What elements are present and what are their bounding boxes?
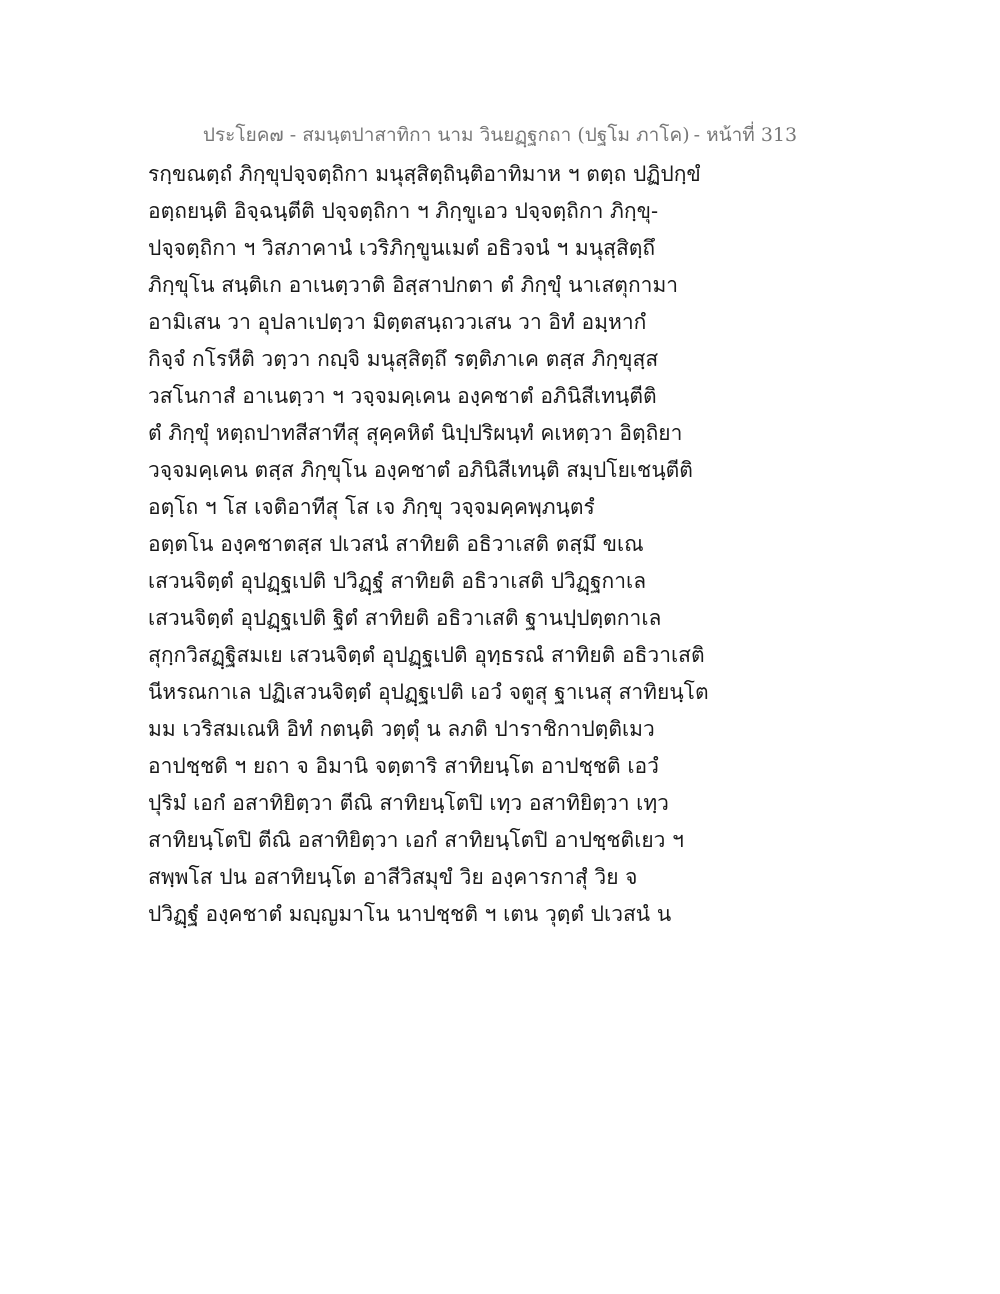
text-line: อามิเสน วา อุปลาเปตฺวา มิตฺตสนฺถววเสน วา อิทํ อมฺหากํ xyxy=(148,310,647,334)
text-line: อาปชฺชติ ฯ ยถา จ อิมานิ จตฺตาริ สาทิยนฺโต อาปชฺชติ เอวํ xyxy=(148,754,659,778)
text-line: สุกฺกวิสฏฺฐิสมเย เสวนจิตฺตํ อุปฏฺฐเปติ อุทฺธรณํ สาทิยติ อธิวาเสติ xyxy=(148,643,705,667)
text-line: รกฺขณตฺถํ ภิกฺขุปจฺจตฺถิกา มนุสฺสิตฺถินฺติอาทิมาห ฯ ตตฺถ ปฏิปกฺขํ xyxy=(148,162,701,186)
text-line: ปจฺจตฺถิกา ฯ วิสภาคานํ เวริภิกฺขูนเมตํ อธิวจนํ ฯ มนุสฺสิตฺถึ xyxy=(148,236,656,260)
text-line: วสโนกาสํ อาเนตฺวา ฯ วจฺจมคฺเคน องฺคชาตํ อภินิสีเทนฺตีติ xyxy=(148,384,657,408)
text-line: อตฺโถ ฯ โส เจติอาทีสุ โส เจ ภิกฺขุ วจฺจมคฺคพฺภนฺตรํ xyxy=(148,495,595,519)
text-line: ภิกฺขุโน สนฺติเก อาเนตฺวาติ อิสฺสาปกตา ตํ ภิกฺขุํ นาเสตุกามา xyxy=(148,273,679,297)
header-page-number: - หน้าที่ 313 xyxy=(693,124,798,146)
text-line: อตฺตโน องฺคชาตสฺส ปเวสนํ สาทิยติ อธิวาเสติ ตสฺมึ ขเณ xyxy=(148,532,644,556)
text-line: เสวนจิตฺตํ อุปฏฺฐเปติ ฐิตํ สาทิยติ อธิวาเสติ ฐานปฺปตฺตกาเล xyxy=(148,606,662,630)
text-line: ตํ ภิกฺขุํ หตฺถปาทสีสาทีสุ สุคฺคหิตํ นิปฺปริผนฺทํ คเหตฺวา อิตฺถิยา xyxy=(148,421,683,445)
text-line: สพฺพโส ปน อสาทิยนฺโต อาสีวิสมุขํ วิย องฺคารกาสุํ วิย จ xyxy=(148,865,638,889)
text-line: อตฺถยนฺติ อิจฺฉนฺตีติ ปจฺจตฺถิกา ฯ ภิกฺขูเอว ปจฺจตฺถิกา ภิกฺขุ- xyxy=(148,199,659,223)
text-line: ปวิฏฺฐํ องฺคชาตํ มญฺญมาโน นาปชฺชติ ฯ เตน วุตฺตํ ปเวสนํ น xyxy=(148,902,672,926)
body-text xyxy=(148,156,848,933)
header-book-title: ประโยค๗ - สมนฺตปาสาทิกา นาม วินยฏฺฐกถา (ปฐโม ภาโค) xyxy=(202,124,690,146)
text-line: มม เวริสมเณหิ อิทํ กตนฺติ วตฺตุํ น ลภติ ปาราชิกาปตฺติเมว xyxy=(148,717,655,741)
text-line: ปุริมํ เอกํ อสาทิยิตฺวา ตีณิ สาทิยนฺโตปิ เทฺว อสาทิยิตฺวา เทฺว xyxy=(148,791,669,815)
text-line: วจฺจมคฺเคน ตสฺส ภิกฺขุโน องฺคชาตํ อภินิสีเทนฺติ สมฺปโยเชนฺตีติ xyxy=(148,458,693,482)
page-header xyxy=(0,120,1000,150)
text-line: นีหรณกาเล ปฏิเสวนจิตฺตํ อุปฏฺฐเปติ เอวํ จตูสุ ฐาเนสุ สาทิยนฺโต xyxy=(148,680,709,704)
text-line: เสวนจิตฺตํ อุปฏฺฐเปติ ปวิฏฺฐํ สาทิยติ อธิวาเสติ ปวิฏฺฐกาเล xyxy=(148,569,647,593)
text-line: สาทิยนฺโตปิ ตีณิ อสาทิยิตฺวา เอกํ สาทิยนฺโตปิ อาปชฺชติเยว ฯ xyxy=(148,828,684,852)
text-line: กิจฺจํ กโรหีติ วตฺวา กญฺจิ มนุสฺสิตฺถึ รตฺติภาเค ตสฺส ภิกฺขุสฺส xyxy=(148,347,659,371)
